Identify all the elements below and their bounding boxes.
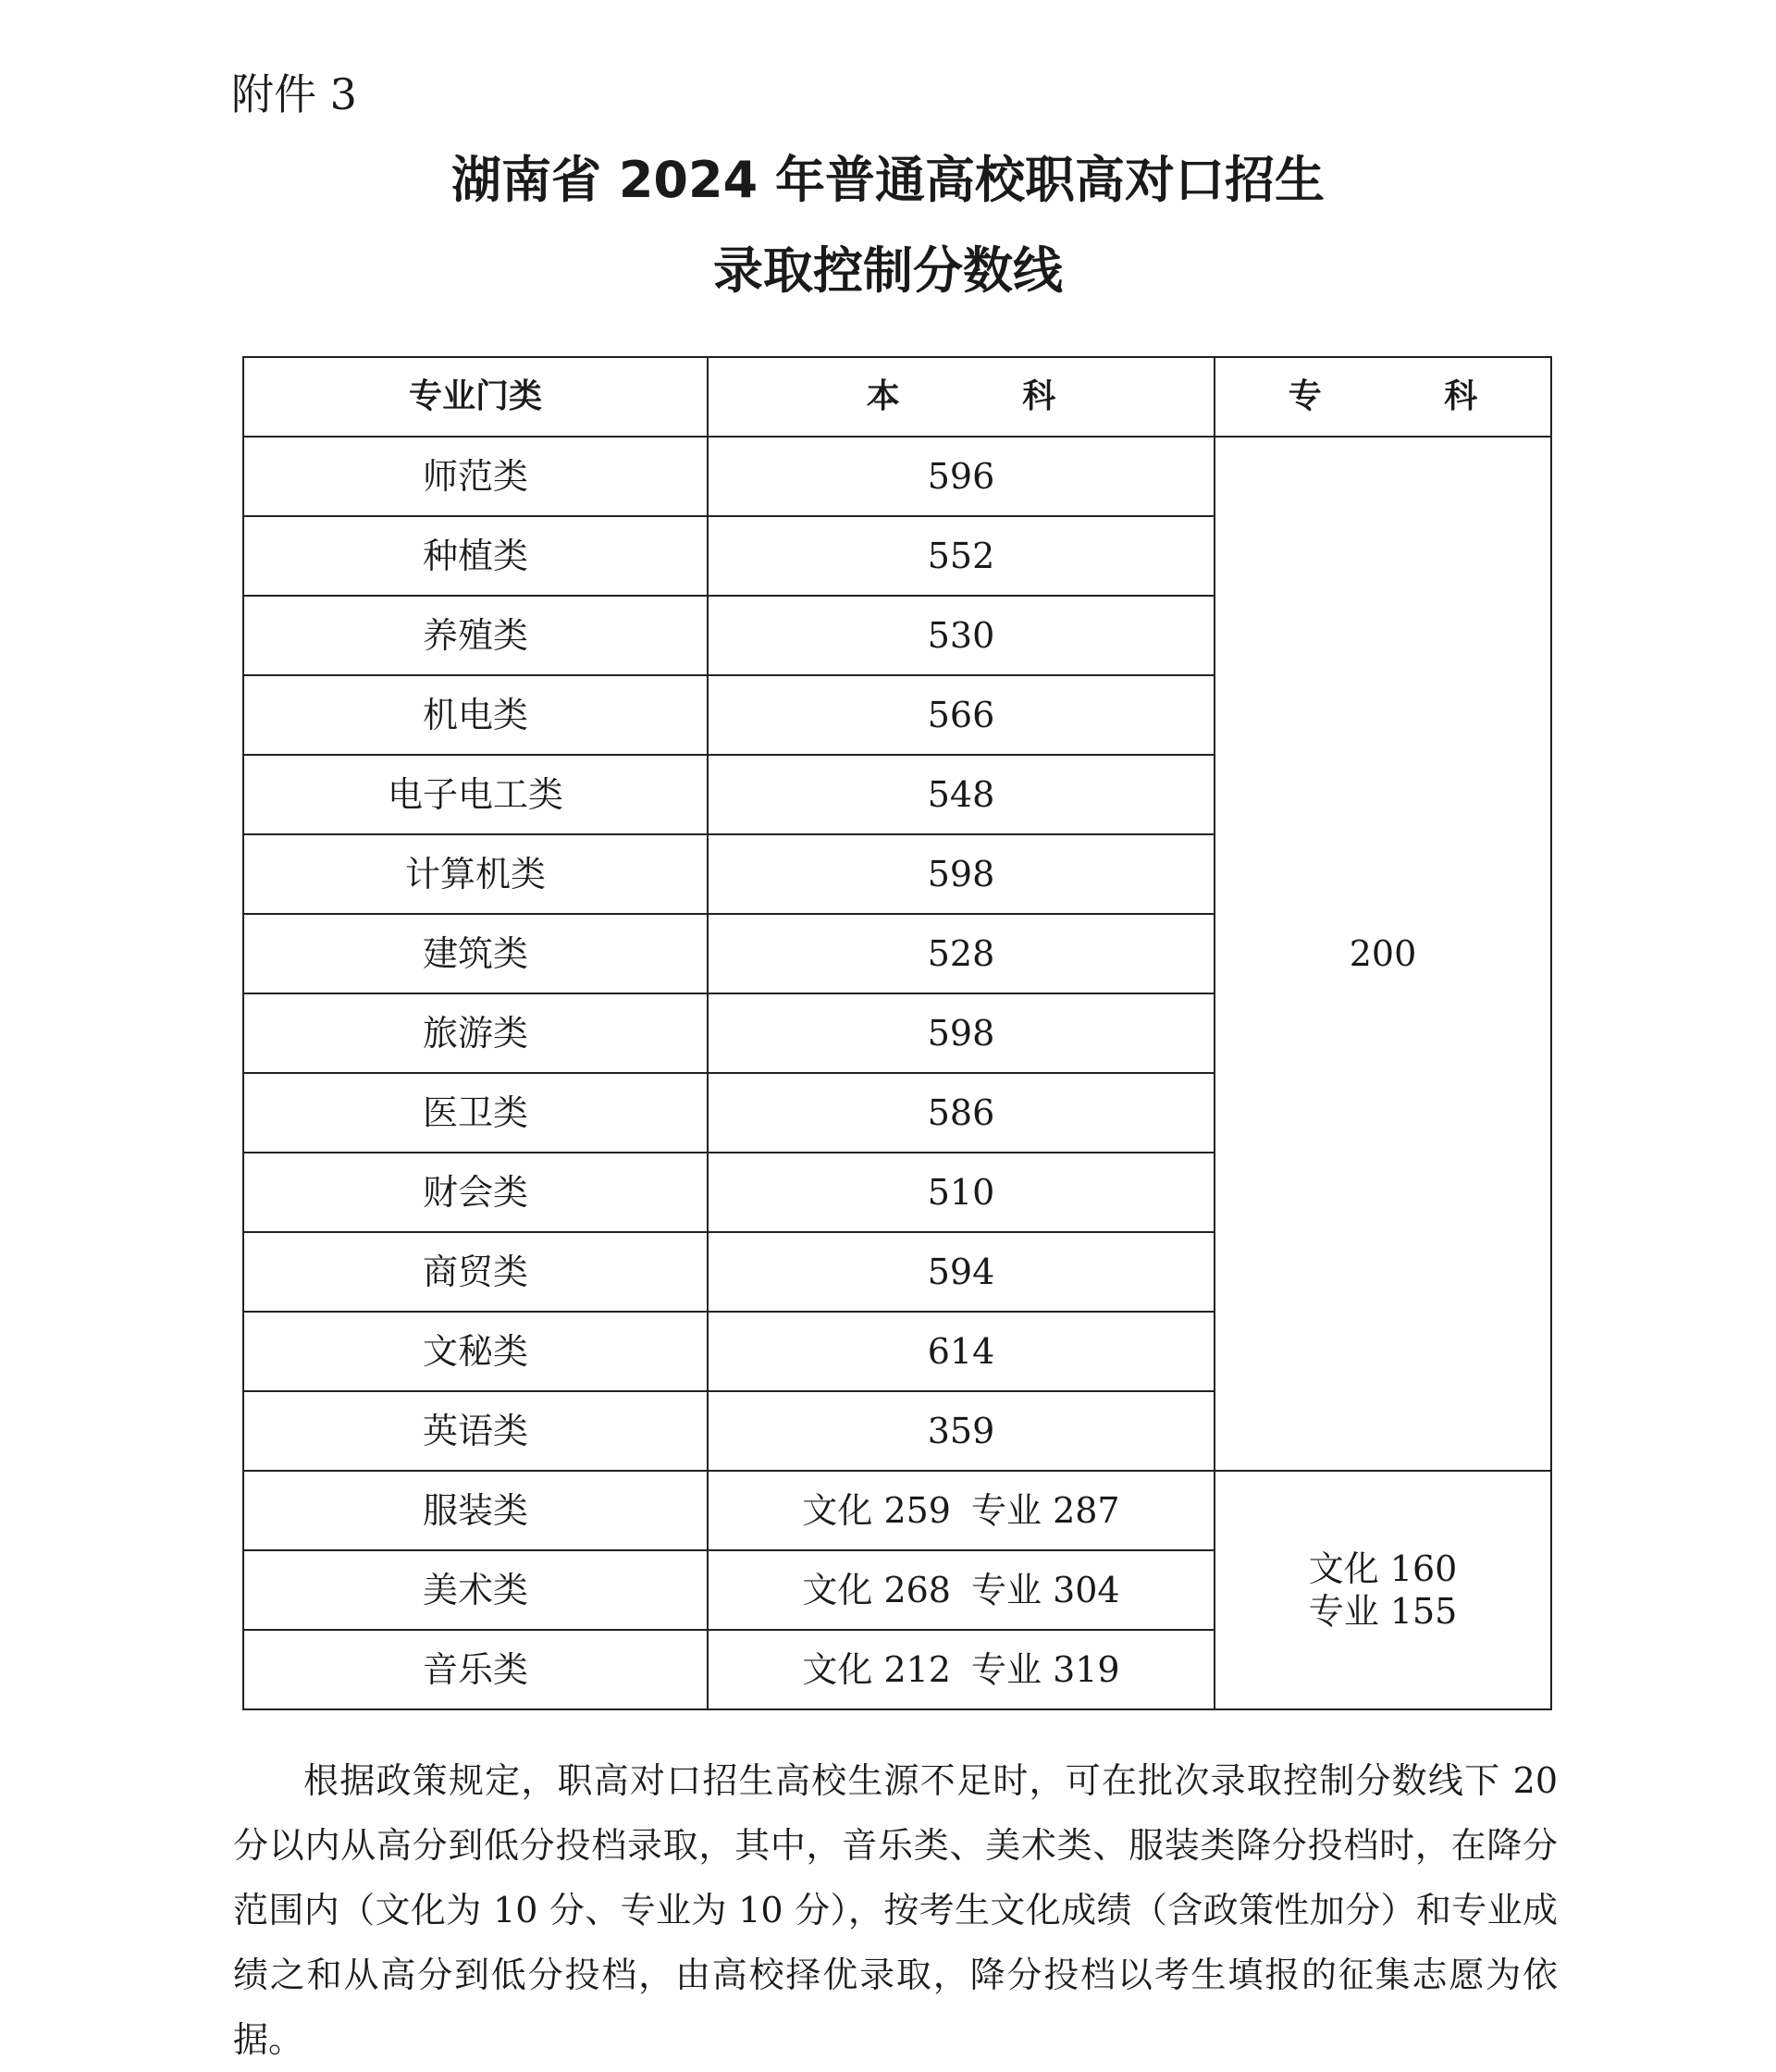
undergraduate-score-cell bbox=[708, 1550, 1215, 1630]
table-row bbox=[243, 1471, 1551, 1550]
header-junior-college: 专 科 bbox=[1215, 357, 1551, 437]
culture-score: 文化 212 bbox=[802, 1649, 951, 1690]
category-cell: 文秘类 bbox=[243, 1312, 708, 1391]
category-cell: 种植类 bbox=[243, 516, 708, 596]
category-cell: 美术类 bbox=[243, 1550, 708, 1630]
category-cell: 师范类 bbox=[243, 437, 708, 516]
undergraduate-score-cell: 552 bbox=[708, 516, 1215, 596]
undergraduate-score-cell: 594 bbox=[708, 1232, 1215, 1312]
undergraduate-score-cell: 359 bbox=[708, 1391, 1215, 1471]
policy-note: 根据政策规定，职高对口招生高校生源不足时，可在批次录取控制分数线下 20 分以内从高分到低分投档录取，其中，音乐类、美术类、服装类降分投档时，在降分范围内（文化为 10 分、专业为 10 分），按考生文化成绩（含政策性加分）和专业成绩之和从高分到低分投档，由高校择优录取，降分投档以考生填报的征集志愿为依据。 bbox=[233, 1760, 1558, 2060]
category-cell: 电子电工类 bbox=[243, 755, 708, 834]
undergraduate-score-cell: 530 bbox=[708, 596, 1215, 675]
undergraduate-score-cell: 596 bbox=[708, 437, 1215, 516]
junior-college-general-score: 200 bbox=[1215, 437, 1551, 1471]
document-title-line1: 湖南省 2024 年普通高校职高对口招生 bbox=[451, 151, 1325, 209]
undergraduate-score-cell bbox=[708, 1471, 1215, 1550]
culture-score: 文化 259 bbox=[802, 1490, 951, 1531]
undergraduate-score-cell: 614 bbox=[708, 1312, 1215, 1391]
culture-score: 文化 160 bbox=[1308, 1548, 1458, 1589]
category-cell: 医卫类 bbox=[243, 1073, 708, 1153]
category-cell: 养殖类 bbox=[243, 596, 708, 675]
score-table bbox=[242, 356, 1552, 1710]
category-cell: 服装类 bbox=[243, 1471, 708, 1550]
junior-college-arts-score bbox=[1215, 1471, 1551, 1709]
category-cell: 旅游类 bbox=[243, 993, 708, 1073]
undergraduate-score-cell: 566 bbox=[708, 675, 1215, 755]
undergraduate-score-cell: 598 bbox=[708, 834, 1215, 914]
category-cell: 机电类 bbox=[243, 675, 708, 755]
category-cell: 计算机类 bbox=[243, 834, 708, 914]
category-cell: 音乐类 bbox=[243, 1630, 708, 1709]
culture-score: 文化 268 bbox=[802, 1570, 951, 1610]
major-score: 专业 287 bbox=[971, 1490, 1120, 1531]
table-header-row bbox=[243, 357, 1551, 437]
category-cell: 财会类 bbox=[243, 1153, 708, 1232]
category-cell: 英语类 bbox=[243, 1391, 708, 1471]
undergraduate-score-cell bbox=[708, 1630, 1215, 1709]
undergraduate-score-cell: 528 bbox=[708, 914, 1215, 993]
header-undergraduate: 本 科 bbox=[708, 357, 1215, 437]
document-title-line2: 录取控制分数线 bbox=[713, 241, 1063, 300]
category-cell: 建筑类 bbox=[243, 914, 708, 993]
undergraduate-score-cell: 510 bbox=[708, 1153, 1215, 1232]
header-category: 专业门类 bbox=[243, 357, 708, 437]
attachment-label: 附件 3 bbox=[231, 69, 357, 119]
major-score: 专业 319 bbox=[971, 1649, 1120, 1690]
category-cell: 商贸类 bbox=[243, 1232, 708, 1312]
undergraduate-score-cell: 586 bbox=[708, 1073, 1215, 1153]
major-score: 专业 304 bbox=[971, 1570, 1120, 1610]
major-score: 专业 155 bbox=[1308, 1591, 1458, 1632]
table-row bbox=[243, 437, 1551, 516]
undergraduate-score-cell: 548 bbox=[708, 755, 1215, 834]
undergraduate-score-cell: 598 bbox=[708, 993, 1215, 1073]
